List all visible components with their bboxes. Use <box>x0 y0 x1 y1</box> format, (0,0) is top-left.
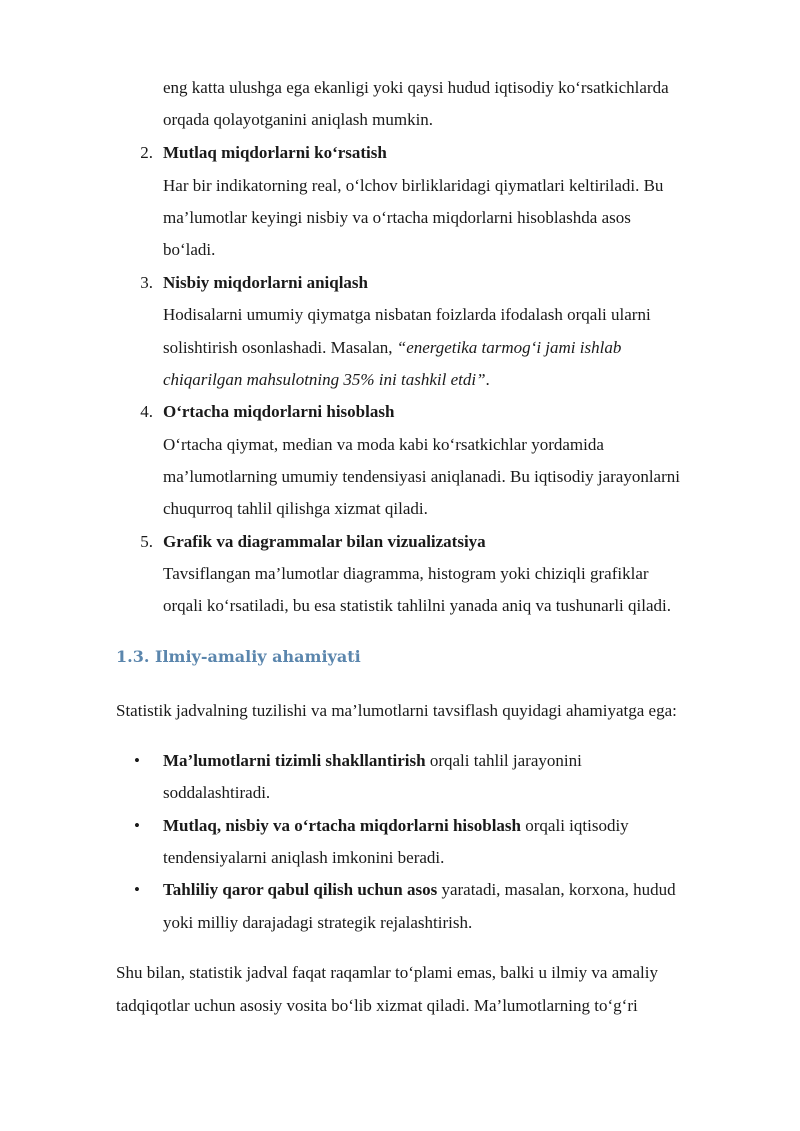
section-lead: Statistik jadvalning tuzilishi va ma’lumotlarni tavsiflash quyidagi ahamiyatga ega: <box>116 701 677 720</box>
bullet-icon: • <box>134 751 140 770</box>
bullet-item-text: tendensiyalarni aniqlash imkonini beradi. <box>163 848 445 867</box>
list-item-title: Grafik va diagrammalar bilan vizualizatsiya <box>163 532 486 551</box>
bullet-item: Ma’lumotlarni tizimli shakllantirish orqali tahlil jarayonini <box>163 751 582 770</box>
list-item-text: bo‘ladi. <box>163 240 216 259</box>
list-item-text: ma’lumotlarning umumiy tendensiyasi aniqlanadi. Bu iqtisodiy jarayonlarni <box>163 467 680 486</box>
bullet-item-text: soddalashtiradi. <box>163 783 271 802</box>
example-quote: chiqarilgan mahsulotning 35% ini tashkil etdi” <box>163 370 486 389</box>
list-item-title: Mutlaq miqdorlarni ko‘rsatish <box>163 143 387 162</box>
closing-line-1: Shu bilan, statistik jadval faqat raqamlar to‘plami emas, balki u ilmiy va amaliy <box>116 963 658 982</box>
bullet-icon: • <box>134 816 140 835</box>
closing-line-2: tadqiqotlar uchun asosiy vosita bo‘lib xizmat qiladi. Ma’lumotlarning to‘g‘ri <box>116 996 638 1015</box>
list-item-text: orqali ko‘rsatiladi, bu esa statistik tahlilni yanada aniq va tushunarli qiladi. <box>163 596 671 615</box>
list-item-text: O‘rtacha qiymat, median va moda kabi ko‘rsatkichlar yordamida <box>163 435 604 454</box>
bullet-item: Tahliliy qaror qabul qilish uchun asos yaratadi, masalan, korxona, hudud <box>163 880 676 899</box>
list-item-text: Har bir indikatorning real, o‘lchov birliklaridagi qiymatlari keltiriladi. Bu <box>163 176 664 195</box>
list-item-text: Tavsiflangan ma’lumotlar diagramma, histogram yoki chiziqli grafiklar <box>163 564 649 583</box>
list-number: 2. <box>140 143 153 162</box>
list-item-text: ma’lumotlar keyingi nisbiy va o‘rtacha miqdorlarni hisoblashda asos <box>163 208 631 227</box>
list-item-text: chuqurroq tahlil qilishga xizmat qiladi. <box>163 499 428 518</box>
bullet-item-text: yoki milliy darajadagi strategik rejalashtirish. <box>163 913 473 932</box>
list-item-text: solishtirish osonlashadi. Masalan, “energetika tarmog‘i jami ishlab <box>163 338 622 357</box>
bullet-icon: • <box>134 880 140 899</box>
list-item-text: Hodisalarni umumiy qiymatga nisbatan foizlarda ifodalash orqali ularni <box>163 305 651 324</box>
list-number: 5. <box>140 532 153 551</box>
list-number: 3. <box>140 273 153 292</box>
example-quote: “energetika tarmog‘i jami ishlab <box>396 338 622 357</box>
list-number: 4. <box>140 402 153 421</box>
list-item-title: Nisbiy miqdorlarni aniqlash <box>163 273 369 292</box>
intro-line-2: orqada qolayotganini aniqlash mumkin. <box>163 110 434 129</box>
intro-line-1: eng katta ulushga ega ekanligi yoki qaysi hudud iqtisodiy ko‘rsatkichlarda <box>163 78 669 97</box>
section-heading: 1.3. Ilmiy-amaliy ahamiyati <box>116 647 361 666</box>
bullet-item: Mutlaq, nisbiy va o‘rtacha miqdorlarni hisoblash orqali iqtisodiy <box>163 816 629 835</box>
list-item-text: chiqarilgan mahsulotning 35% ini tashkil etdi”. <box>163 370 490 389</box>
list-item-title: O‘rtacha miqdorlarni hisoblash <box>163 402 395 421</box>
